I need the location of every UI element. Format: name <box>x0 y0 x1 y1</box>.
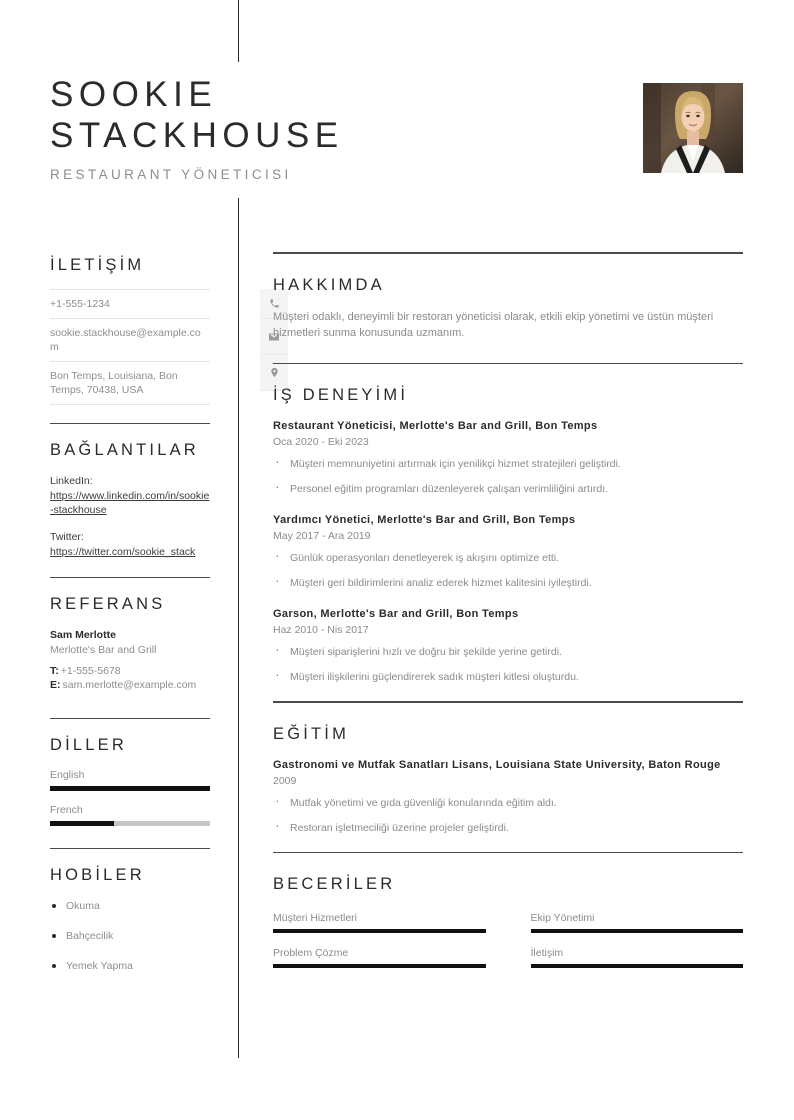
contact-item-phone <box>50 289 210 319</box>
candidate-name-line-2: STACKHOUSE <box>50 116 344 155</box>
list-item: Bahçecilik <box>50 929 210 943</box>
contact-address-text: Bon Temps, Louisiana, Bon Temps, 70438, USA <box>50 370 178 396</box>
skill-bar-fill <box>273 929 486 933</box>
linkedin-url[interactable]: https://www.linkedin.com/in/sookie-stackhouse <box>50 490 210 516</box>
skill-name: İletişim <box>530 947 564 959</box>
about-section <box>273 252 743 341</box>
experience-entry <box>273 513 743 590</box>
hobbies-section <box>50 865 210 973</box>
experience-bullets <box>273 645 743 684</box>
reference-phone-row <box>50 664 210 678</box>
skill-item <box>273 943 486 968</box>
skill-bar-fill <box>273 964 486 968</box>
skill-name: Ekip Yönetimi <box>530 912 595 924</box>
profile-photo <box>643 83 743 173</box>
education-divider <box>273 701 743 703</box>
vertical-divider-main <box>238 198 239 1058</box>
link-item-twitter <box>50 530 210 559</box>
education-entry <box>273 758 743 835</box>
list-item: · Personel eğitim programları düzenleyerek çalışan verimliliğini artırdı. <box>273 482 743 496</box>
hobbies-heading: HOBİLER <box>50 866 145 884</box>
list-item: · Müşteri siparişlerini hızlı ve doğru bir şekilde yerine getirdi. <box>273 645 743 659</box>
skill-bar <box>531 964 744 968</box>
contact-item-address <box>50 362 210 405</box>
languages-section <box>50 735 210 826</box>
sidebar-divider-2 <box>50 577 210 578</box>
skill-bar <box>531 929 744 933</box>
twitter-label: Twitter: <box>50 531 84 543</box>
language-bar-fill-english <box>50 786 210 791</box>
skill-bar-fill <box>531 964 744 968</box>
reference-email-label: E: <box>50 679 61 691</box>
candidate-job-title: RESTAURANT YÖNETICISI <box>50 167 292 182</box>
skills-grid <box>273 908 743 968</box>
list-item: Okuma <box>50 899 210 913</box>
skill-item <box>531 908 744 933</box>
link-item-linkedin <box>50 474 210 517</box>
reference-email-row <box>50 678 210 692</box>
experience-date: Oca 2020 - Eki 2023 <box>273 436 369 448</box>
language-item-french <box>50 804 210 826</box>
experience-bullets <box>273 457 743 496</box>
sidebar <box>50 255 210 989</box>
experience-title: Restaurant Yöneticisi, Merlotte's Bar and Grill, Bon Temps <box>273 420 598 432</box>
contact-heading: İLETİŞİM <box>50 256 145 274</box>
education-bullets <box>273 796 743 835</box>
language-bar-english <box>50 786 210 791</box>
list-item: · Günlük operasyonları denetleyerek iş akışını optimize etti. <box>273 551 743 565</box>
contact-section <box>50 255 210 405</box>
reference-phone-label: T: <box>50 665 59 677</box>
experience-bullets <box>273 551 743 590</box>
contact-item-email <box>50 319 210 362</box>
language-bar-fill-french <box>50 821 114 826</box>
reference-organization: Merlotte's Bar and Grill <box>50 644 157 656</box>
reference-email-value: sam.merlotte@example.com <box>62 679 197 691</box>
skill-item <box>531 943 744 968</box>
language-name-french: French <box>50 804 83 816</box>
skill-name: Müşteri Hizmetleri <box>273 912 358 924</box>
list-item: · Müşteri ilişkilerini güçlendirerek sadık müşteri kitlesi oluşturdu. <box>273 670 743 684</box>
list-item: · Müşteri geri bildirimlerini analiz ederek hizmet kalitesini iyileştirdi. <box>273 576 743 590</box>
education-title: Gastronomi ve Mutfak Sanatları Lisans, Louisiana State University, Baton Rouge <box>273 758 721 771</box>
experience-section <box>273 363 743 685</box>
linkedin-label: LinkedIn: <box>50 475 93 487</box>
vertical-divider-top <box>238 0 239 62</box>
links-heading: BAĞLANTILAR <box>50 441 199 459</box>
language-item-english <box>50 769 210 791</box>
experience-date: May 2017 - Ara 2019 <box>273 530 371 542</box>
list-item: · Restoran işletmeciliği üzerine projeler geliştirdi. <box>273 821 743 835</box>
language-name-english: English <box>50 769 85 781</box>
reference-phone-value: +1-555-5678 <box>60 665 121 677</box>
links-section <box>50 440 210 559</box>
skills-heading: BECERİLER <box>273 875 396 893</box>
reference-section <box>50 594 210 692</box>
twitter-url[interactable]: https://twitter.com/sookie_stack <box>50 546 196 558</box>
experience-title: Garson, Merlotte's Bar and Grill, Bon Temps <box>273 608 519 620</box>
skills-section <box>273 852 743 969</box>
skill-bar <box>273 929 486 933</box>
experience-entry <box>273 607 743 684</box>
about-heading: HAKKIMDA <box>273 275 385 294</box>
skills-divider <box>273 852 743 854</box>
reference-heading: REFERANS <box>50 595 166 613</box>
experience-heading: İŞ DENEYİMİ <box>273 386 409 404</box>
list-item: · Müşteri memnuniyetini artırmak için yenilikçi hizmet stratejileri geliştirdi. <box>273 457 743 471</box>
experience-divider <box>273 363 743 365</box>
experience-entry <box>273 419 743 496</box>
skill-bar-fill <box>531 929 744 933</box>
candidate-name-line-1: SOOKIE <box>50 75 218 114</box>
reference-name: Sam Merlotte <box>50 629 116 641</box>
languages-heading: DİLLER <box>50 736 127 754</box>
list-item: · Mutfak yönetimi ve gıda güvenliği konularında eğitim aldı. <box>273 796 743 810</box>
about-text: Müşteri odaklı, deneyimli bir restoran yöneticisi olarak, etkili ekip yönetimi ve üstün müşteri hizmetleri sunma konusunda uzmanım. <box>273 310 714 339</box>
contact-list <box>50 289 210 405</box>
experience-title: Yardımcı Yönetici, Merlotte's Bar and Grill, Bon Temps <box>273 514 576 526</box>
contact-phone-text: +1-555-1234 <box>50 298 110 310</box>
sidebar-divider-4 <box>50 848 210 849</box>
education-date: 2009 <box>273 774 297 787</box>
skill-bar <box>273 964 486 968</box>
skill-name: Problem Çözme <box>273 947 349 959</box>
about-divider <box>273 252 743 254</box>
hobbies-list <box>50 899 210 973</box>
skill-item <box>273 908 486 933</box>
sidebar-divider-1 <box>50 423 210 424</box>
experience-date: Haz 2010 - Nis 2017 <box>273 624 369 636</box>
sidebar-divider-3 <box>50 718 210 719</box>
education-heading: EĞİTİM <box>273 724 350 743</box>
main-content <box>273 252 743 974</box>
list-item: Yemek Yapma <box>50 959 210 973</box>
contact-email-text: sookie.stackhouse@example.com <box>50 327 201 353</box>
education-section <box>273 701 743 835</box>
profile-photo-image <box>643 83 743 173</box>
language-bar-french <box>50 821 210 826</box>
resume-header <box>50 74 650 182</box>
